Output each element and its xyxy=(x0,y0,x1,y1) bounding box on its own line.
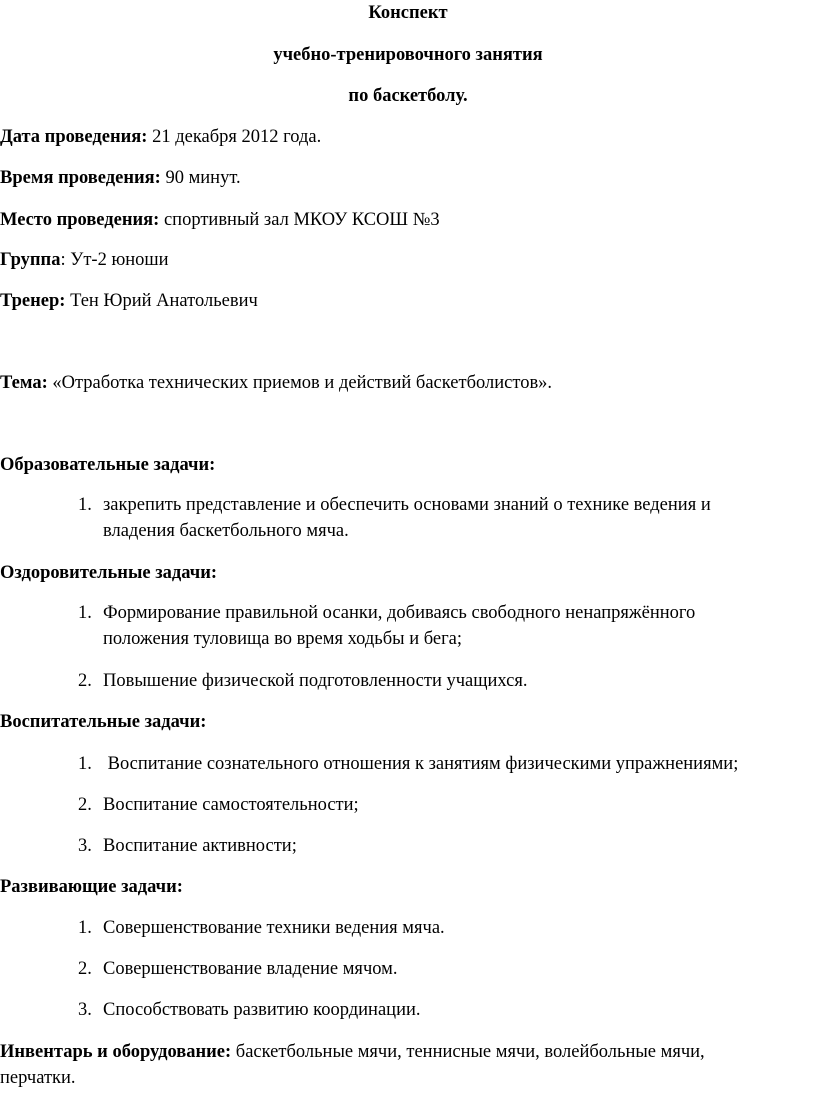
section-heading: Развивающие задачи: xyxy=(0,877,183,897)
doc-title: Конспект xyxy=(368,3,448,23)
section-heading: Образовательные задачи: xyxy=(0,455,216,475)
section-heading: Воспитательные задачи: xyxy=(0,712,207,732)
doc-subtitle: учебно-тренировочного занятия xyxy=(273,45,543,65)
doc-subtitle-sport: по баскетболу. xyxy=(348,86,468,106)
info-time: Время проведения: 90 минут. xyxy=(0,168,241,188)
inventory: Инвентарь и оборудование: баскетбольные мячи, теннисные мячи, волейбольные мячи, xyxy=(0,1042,705,1062)
info-group: Группа: Ут-2 юноши xyxy=(0,250,169,270)
info-coach: Тренер: Тен Юрий Анатольевич xyxy=(0,291,258,311)
info-topic: Тема: «Отработка технических приемов и действий баскетболистов». xyxy=(0,373,553,393)
inventory-cont: перчатки. xyxy=(0,1068,76,1088)
info-place: Место проведения: спортивный зал МКОУ КСОШ №3 xyxy=(0,210,440,230)
info-date: Дата проведения: 21 декабря 2012 года. xyxy=(0,127,322,147)
section-heading: Оздоровительные задачи: xyxy=(0,563,218,583)
